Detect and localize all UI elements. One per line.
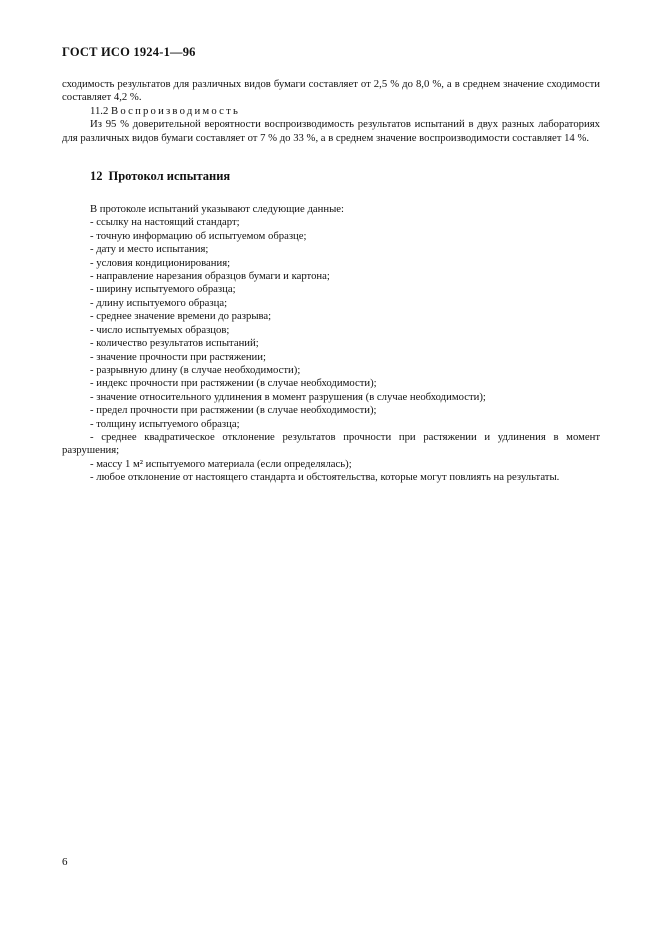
section-number: 12 <box>90 169 103 184</box>
list-item: - разрывную длину (в случае необходимости); <box>90 363 301 376</box>
section-title: Протокол испытания <box>108 169 231 184</box>
document-body <box>62 78 600 485</box>
subsection-number: 11.2 <box>90 104 109 117</box>
paragraph-repeatability: сходимость результатов для различных видов бумаги составляет от 2,5 % до 8,0 %, а в среднем значение сходимости составляет 4,2 %. <box>62 78 600 104</box>
list-item: - значение относительного удлинения в момент разрушения (в случае необходимости); <box>90 390 486 403</box>
page-number: 6 <box>62 856 68 868</box>
list-item: - условия кондиционирования; <box>90 256 231 269</box>
list-item: - число испытуемых образцов; <box>90 323 230 336</box>
list-item: - ссылку на настоящий стандарт; <box>90 216 240 229</box>
list-item: - толщину испытуемого образца; <box>90 417 240 430</box>
paragraph-reproducibility: Из 95 % доверительной вероятности воспроизводимость результатов испытаний в двух разных лабораториях для различных видов бумаги составляет от 7 % до 33 %, а в среднем значение воспроизводимости составляет 14 %. <box>62 118 600 144</box>
page-header: ГОСТ ИСО 1924-1—96 <box>62 45 196 59</box>
list-item: - точную информацию об испытуемом образце; <box>90 229 307 242</box>
list-item: - любое отклонение от настоящего стандарта и обстоятельства, которые могут повлиять на результаты. <box>90 471 560 484</box>
list-item: - длину испытуемого образца; <box>90 296 228 309</box>
list-item: - индекс прочности при растяжении (в случае необходимости); <box>90 377 377 390</box>
list-item: - предел прочности при растяжении (в случае необходимости); <box>90 404 377 417</box>
list-item: - ширину испытуемого образца; <box>90 283 236 296</box>
list-item: - среднее квадратическое отклонение результатов прочности при растяжении и удлинения в момент разрушения; <box>62 430 600 457</box>
list-item: - дату и место испытания; <box>90 243 209 256</box>
section-lead: В протоколе испытаний указывают следующие данные: <box>90 203 344 216</box>
list-item: - массу 1 м² испытуемого материала (если определялась); <box>90 457 352 470</box>
list-item: - количество результатов испытаний; <box>90 337 259 350</box>
list-item: - направление нарезания образцов бумаги и картона; <box>90 270 330 283</box>
subsection-heading <box>62 105 600 118</box>
report-items-list <box>62 216 600 484</box>
subsection-title: Воспроизводимость <box>110 104 241 117</box>
list-item: - среднее значение времени до разрыва; <box>90 310 272 323</box>
section-heading <box>90 169 600 183</box>
list-item: - значение прочности при растяжении; <box>90 350 266 363</box>
